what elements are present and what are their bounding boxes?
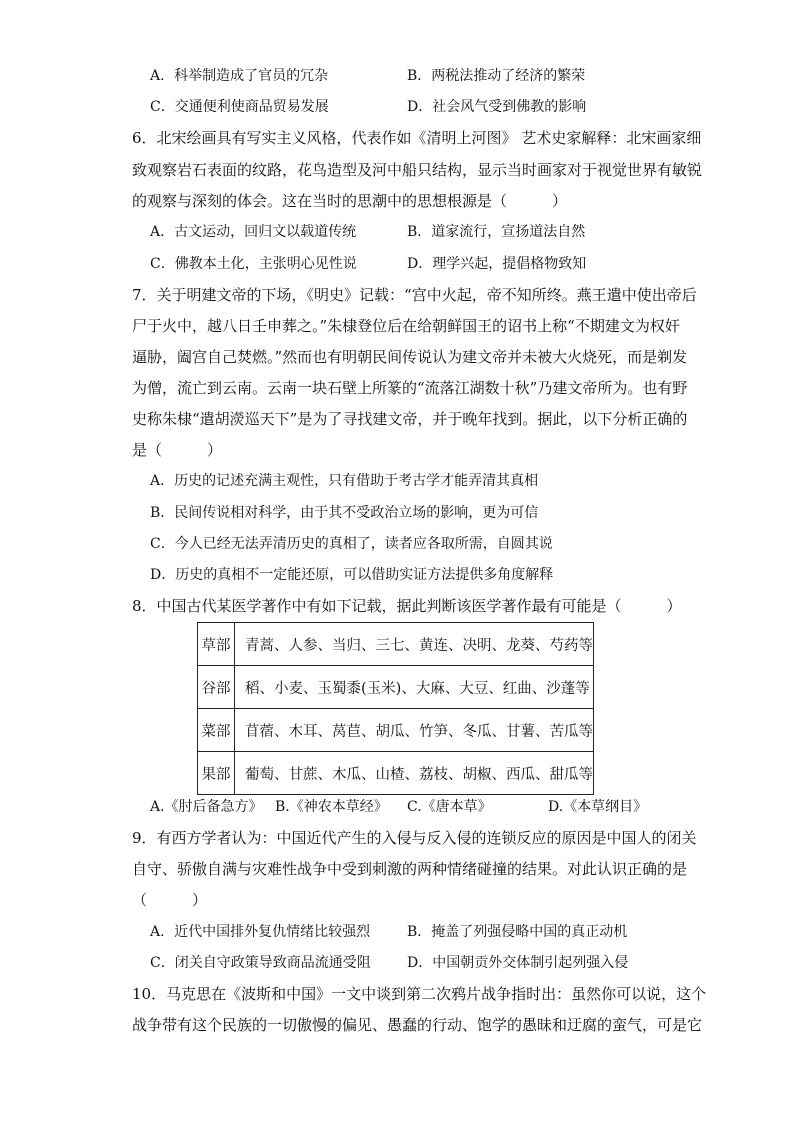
herb-table (197, 622, 594, 795)
q10-stem-line-2: 战争带有这个民族的一切傲慢的偏见、愚蠢的行动、饱学的愚昧和迂腐的蛮气，可是它 (132, 1016, 703, 1034)
q9-option-c: C．闭关自守政策导致商品流通受阻 (150, 955, 371, 971)
q6-option-b: B．道家流行，宣扬道法自然 (407, 224, 586, 240)
q8-option-d: D.《本草纲目》 (548, 799, 648, 815)
q9-option-b: B．掩盖了列强侵略中国的真正动机 (407, 924, 628, 940)
q10-stem-line-1: 10．马克思在《波斯和中国》一文中谈到第二次鸦片战争指时出：虽然你可以说，这个 (132, 985, 707, 1003)
q5-option-c: C．交通便利使商品贸易发展 (150, 99, 329, 115)
table-cell-items: 葡萄、甘蔗、木瓜、山楂、荔枝、胡椒、西瓜、甜瓜等 (235, 752, 594, 795)
q7-option-a: A．历史的记述充满主观性，只有借助于考古学才能弄清其真相 (150, 473, 539, 489)
q7-stem-line-5: 史称朱棣“遣胡濙巡天下”是为了寻找建文帝，并于晚年找到。据此，以下分析正确的 (132, 410, 688, 428)
q5-option-b: B．两税法推动了经济的繁荣 (407, 68, 586, 84)
table-row (198, 623, 594, 666)
q9-stem-line-3: （ ） (132, 891, 208, 909)
q8-option-a: A.《肘后备急方》 (150, 799, 263, 815)
q5-option-a: A．科举制造成了官员的冗杂 (150, 68, 329, 84)
q6-option-a: A．古文运动，回归文以载道传统 (150, 224, 357, 240)
q7-stem-line-1: 7．关于明建文帝的下场，《明史》记载：“宫中火起，帝不知所终。燕王遣中使出帝后 (132, 286, 697, 304)
table-cell-category: 谷部 (198, 666, 235, 709)
q9-option-a: A．近代中国排外复仇情绪比较强烈 (150, 924, 371, 940)
q7-stem-line-4: 为僧，流亡到云南。云南一块石壁上所篆的“流落江湖数十秋”乃建文帝所为。也有野 (132, 379, 688, 397)
q7-stem-line-3: 逼胁，阖宫自己焚燃。”然而也有明朝民间传说认为建文帝并未被大火烧死，而是剃发 (132, 348, 688, 366)
table-cell-items: 青蒿、人参、当归、三七、黄连、决明、龙葵、芍药等 (235, 623, 594, 666)
q6-option-c: C．佛教本土化，主张明心见性说 (150, 256, 357, 272)
table-row (198, 752, 594, 795)
q7-option-c: C．今人已经无法弄清历史的真相了，读者应各取所需，自圆其说 (150, 536, 553, 552)
q5-option-d: D．社会风气受到佛教的影响 (407, 99, 587, 115)
q7-option-b: B．民间传说相对科学，由于其不受政治立场的影响，更为可信 (150, 505, 539, 521)
q8-option-b: B.《神农本草经》 (275, 799, 388, 815)
q7-stem-line-6: 是（ ） (132, 441, 223, 459)
q8-stem: 8．中国古代某医学著作中有如下记载，据此判断该医学著作最有可能是（ ） (132, 597, 682, 615)
q9-option-d: D．中国朝贡外交体制引起列强入侵 (407, 955, 629, 971)
table-row (198, 666, 594, 709)
q9-stem-line-1: 9．有西方学者认为：中国近代产生的入侵与反入侵的连锁反应的原因是中国人的闭关 (132, 829, 697, 847)
table-cell-items: 苜蓿、木耳、莴苣、胡瓜、竹笋、冬瓜、甘薯、苦瓜等 (235, 709, 594, 752)
q8-option-c: C.《唐本草》 (407, 799, 492, 815)
q6-stem-line-1: 6．北宋绘画具有写实主义风格，代表作如《清明上河图》 艺术史家解释：北宋画家细 (132, 129, 702, 147)
q7-option-d: D．历史的真相不一定能还原，可以借助实证方法提供多角度解释 (150, 567, 554, 583)
table-cell-items: 稻、小麦、玉蜀黍(玉米)、大麻、大豆、红曲、沙蓬等 (235, 666, 594, 709)
q6-stem-line-3: 的观察与深刻的体会。这在当时的思潮中的思想根源是（ ） (132, 192, 568, 210)
q9-stem-line-2: 自守、骄傲自满与灾难性战争中受到刺激的两种情绪碰撞的结果。对此认识正确的是 (132, 860, 688, 878)
q7-stem-line-2: 尸于火中，越八日壬申葬之。”朱棣登位后在给朝鲜国王的诏书上称“不期建文为权奸 (132, 317, 680, 335)
table-row (198, 709, 594, 752)
q6-stem-line-2: 致观察岩石表面的纹路，花鸟造型及河中船只结构，显示当时画家对于视觉世界有敏锐 (132, 161, 703, 179)
table-cell-category: 菜部 (198, 709, 235, 752)
table-cell-category: 草部 (198, 623, 235, 666)
table-cell-category: 果部 (198, 752, 235, 795)
q6-option-d: D．理学兴起，提倡格物致知 (407, 256, 587, 272)
